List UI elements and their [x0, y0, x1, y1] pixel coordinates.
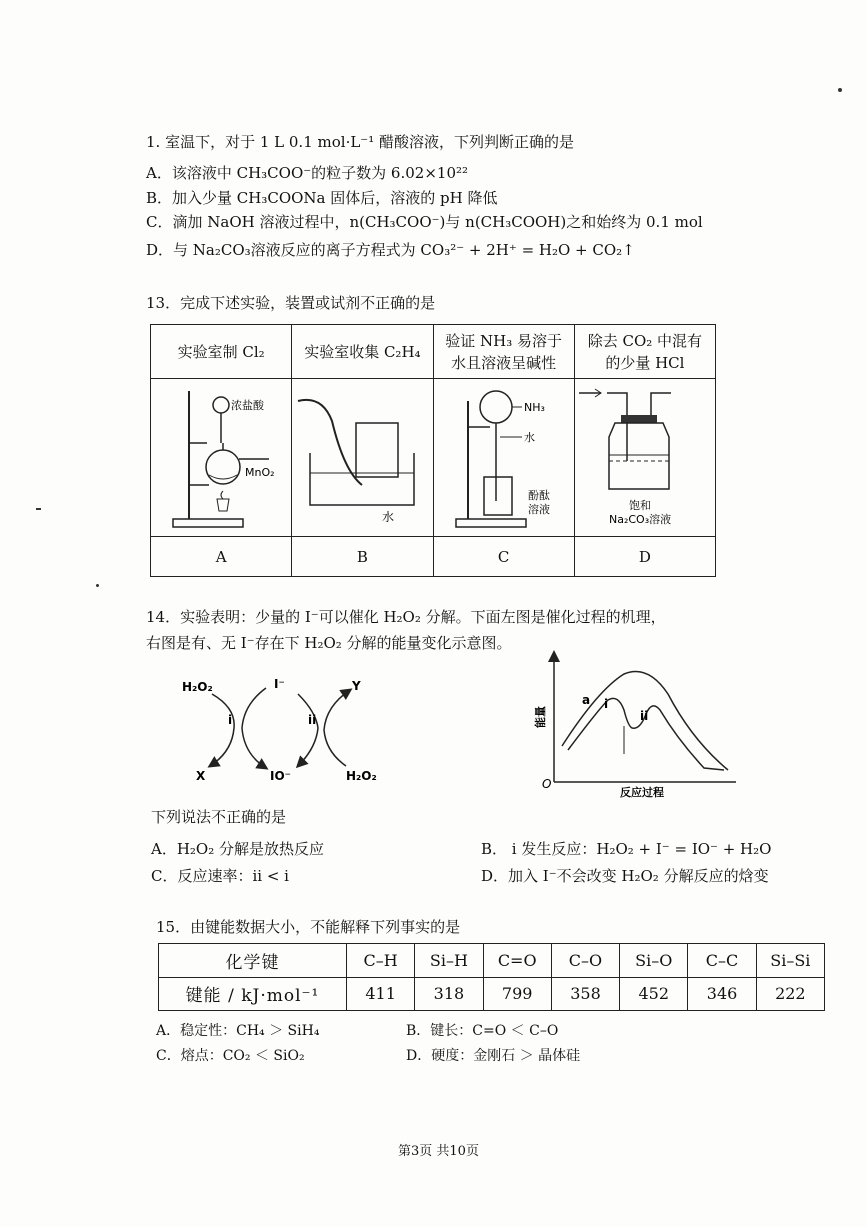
a-mno2-label: MnO₂	[245, 465, 275, 479]
q13-header-b: 实验室收集 C₂H₄	[292, 325, 433, 379]
mech-step-i: i	[228, 713, 233, 727]
q13-apparatus-table	[150, 324, 716, 577]
q15-option-c: C．熔点：CO₂ ＜ SiO₂	[156, 1048, 305, 1064]
bond-energy-value: 222	[756, 977, 824, 1011]
q13-letter-b: B	[292, 537, 433, 577]
mech-product-x: X	[196, 769, 206, 782]
mech-iodide: I⁻	[274, 677, 285, 691]
energy-row-label: 键能 / kJ·mol⁻¹	[159, 977, 347, 1011]
mech-product-y: Y	[352, 679, 361, 693]
washing-bottle-figure	[575, 381, 715, 531]
q15-option-d: D．硬度：金刚石 ＞ 晶体硅	[406, 1048, 581, 1064]
chlorine-apparatus-figure	[151, 381, 291, 531]
bond-energy-value: 358	[551, 977, 619, 1011]
c-phenol-label-2: 溶液	[527, 502, 550, 516]
bond-name: Si–O	[620, 944, 688, 978]
q13-letter-a: A	[151, 537, 292, 577]
bond-energy-value: 318	[415, 977, 483, 1011]
bond-energy-table	[158, 943, 825, 1011]
scan-speck	[838, 88, 842, 92]
mech-h2o2-reactant: H₂O₂	[182, 680, 213, 694]
q12-stem: 1. 室温下，对于 1 L 0.1 mol·L⁻¹ 醋酸溶液，下列判断正确的是	[146, 133, 574, 151]
bond-name: C=O	[483, 944, 551, 978]
peak-ii-label: ii	[640, 709, 649, 723]
d-saturated-label-2: Na₂CO₃溶液	[608, 512, 672, 526]
scan-speck	[36, 508, 41, 510]
curve-a-label: a	[582, 693, 591, 707]
bond-name: C–C	[688, 944, 756, 978]
energy-profile-diagram	[528, 650, 748, 800]
q14-option-b: B． i 发生反应：H₂O₂ + I⁻ = IO⁻ + H₂O	[481, 840, 772, 858]
q13-header-c: 验证 NH₃ 易溶于水且溶液呈碱性	[433, 325, 574, 379]
bond-name: C–O	[551, 944, 619, 978]
q13-figure-c-cell	[433, 379, 574, 537]
a-acid-label: 浓盐酸	[231, 398, 265, 412]
bond-energy-value: 346	[688, 977, 756, 1011]
page-footer: 第3页 共10页	[398, 1144, 479, 1159]
mech-hypoiodite: IO⁻	[270, 769, 291, 782]
bond-name: Si–Si	[756, 944, 824, 978]
origin-label: O	[542, 777, 552, 791]
q13-figure-d-cell	[574, 379, 715, 537]
bond-name: Si–H	[415, 944, 483, 978]
reaction-coordinate-label: 反应过程	[620, 786, 664, 799]
scan-speck	[96, 584, 99, 587]
q12-option-a: A．该溶液中 CH₃COO⁻的粒子数为 6.02×10²²	[146, 164, 469, 182]
q12-option-d: D．与 Na₂CO₃溶液反应的离子方程式为 CO₃²⁻ + 2H⁺ = H₂O + CO₂↑	[146, 241, 635, 259]
q13-letter-d: D	[574, 537, 715, 577]
bond-name: C–H	[347, 944, 415, 978]
q14-stem-line2: 右图是有、无 I⁻存在下 H₂O₂ 分解的能量变化示意图。	[146, 634, 512, 652]
energy-axis-label: 能量	[534, 706, 547, 728]
mech-step-ii: ii	[308, 713, 317, 727]
q14-option-c: C．反应速率：ii < i	[151, 867, 289, 885]
q12-option-c: C．滴加 NaOH 溶液过程中，n(CH₃COO⁻)与 n(CH₃COOH)之和始终为 0.1 mol	[146, 213, 703, 231]
catalytic-mechanism-diagram	[170, 672, 410, 782]
ammonia-fountain-figure	[434, 381, 574, 531]
q14-prompt: 下列说法不正确的是	[151, 808, 287, 826]
q14-option-a: A．H₂O₂ 分解是放热反应	[151, 840, 325, 858]
mech-h2o2-second: H₂O₂	[346, 769, 377, 782]
c-nh3-label: NH₃	[523, 400, 545, 414]
q15-stem: 15．由键能数据大小，不能解释下列事实的是	[156, 918, 461, 936]
bond-row-label: 化学键	[159, 944, 347, 978]
q13-figure-b-cell	[292, 379, 433, 537]
q13-header-a: 实验室制 Cl₂	[151, 325, 292, 379]
q13-stem: 13．完成下述实验，装置或试剂不正确的是	[146, 294, 436, 312]
q14-stem-line1: 14．实验表明：少量的 I⁻可以催化 H₂O₂ 分解。下面左图是催化过程的机理，	[146, 608, 666, 626]
b-water-label: 水	[382, 509, 395, 524]
q15-option-a: A．稳定性：CH₄ ＞ SiH₄	[156, 1023, 320, 1039]
c-phenol-label-1: 酚酞	[527, 488, 550, 502]
q13-header-d: 除去 CO₂ 中混有的少量 HCl	[574, 325, 715, 379]
q15-option-b: B．键长：C=O ＜ C–O	[406, 1023, 559, 1039]
bond-energy-value: 799	[483, 977, 551, 1011]
c-water-label: 水	[523, 430, 535, 444]
q13-letter-c: C	[433, 537, 574, 577]
q14-option-d: D．加入 I⁻不会改变 H₂O₂ 分解反应的焓变	[481, 867, 769, 885]
ethylene-collection-figure	[292, 381, 432, 531]
bond-energy-value: 452	[620, 977, 688, 1011]
peak-i-label: i	[604, 697, 609, 711]
bond-energy-value: 411	[347, 977, 415, 1011]
d-saturated-label-1: 饱和	[628, 498, 651, 512]
q13-figure-a-cell	[151, 379, 292, 537]
q12-option-b: B．加入少量 CH₃COONa 固体后，溶液的 pH 降低	[146, 189, 498, 207]
